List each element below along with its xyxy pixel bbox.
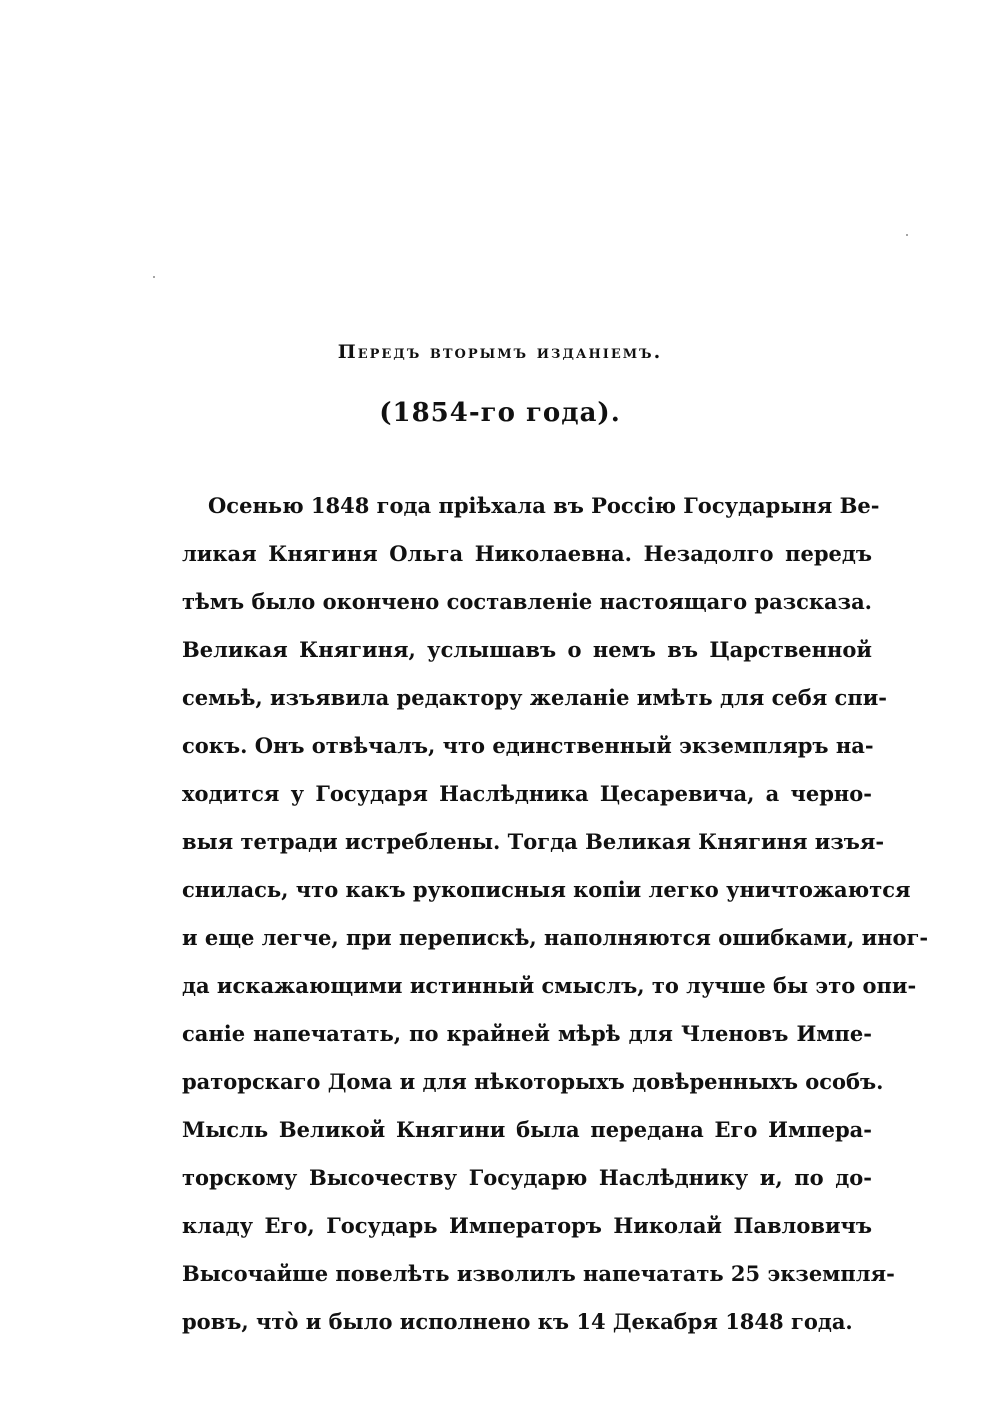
text-line: тѣмъ было окончено составленіе настоящаго разсказа. bbox=[182, 589, 872, 614]
text-line: саніе напечатать, по крайней мѣрѣ для Членовъ Импе- bbox=[182, 1021, 872, 1046]
paper-speck bbox=[153, 276, 155, 278]
text-line: Осенью 1848 года пріѣхала въ Россію Государыня Ве- bbox=[208, 493, 880, 518]
text-line: ликая Княгиня Ольга Николаевна. Незадолго передъ bbox=[182, 541, 872, 566]
page-subtitle: (1854-го года). bbox=[379, 398, 621, 428]
text-line: ровъ, что̀ и было исполнено къ 14 Декабря 1848 года. bbox=[182, 1309, 853, 1334]
text-line: Высочайше повелѣть изволилъ напечатать 25 экземпля- bbox=[182, 1261, 895, 1286]
text-line: Великая Княгиня, услышавъ о немъ въ Царственной bbox=[182, 637, 872, 662]
page-title: Передъ вторымъ изданіемъ. bbox=[337, 341, 663, 363]
text-line: раторскаго Дома и для нѣкоторыхъ довѣренныхъ особъ. bbox=[182, 1069, 884, 1094]
text-line: кладу Его, Государь Императоръ Николай Павловичъ bbox=[182, 1213, 872, 1238]
text-line: торскому Высочеству Государю Наслѣднику и, по до- bbox=[182, 1165, 872, 1190]
text-line: и еще легче, при перепискѣ, наполняются ошибками, иног- bbox=[182, 925, 929, 950]
text-line: снилась, что какъ рукописныя копіи легко уничтожаются bbox=[182, 877, 911, 902]
text-line: семьѣ, изъявила редактору желаніе имѣть для себя спи- bbox=[182, 685, 888, 710]
text-line: выя тетради истреблены. Тогда Великая Княгиня изъя- bbox=[182, 829, 885, 854]
text-line: ходится у Государя Наслѣдника Цесаревича, а черно- bbox=[182, 781, 872, 806]
text-line: Мысль Великой Княгини была передана Его Импера- bbox=[182, 1117, 872, 1142]
text-line: сокъ. Онъ отвѣчалъ, что единственный экземпляръ на- bbox=[182, 733, 874, 758]
body-paragraph bbox=[182, 482, 929, 1346]
text-line: да искажающими истинный смыслъ, то лучше бы это опи- bbox=[182, 973, 917, 998]
paper-speck bbox=[906, 234, 908, 236]
